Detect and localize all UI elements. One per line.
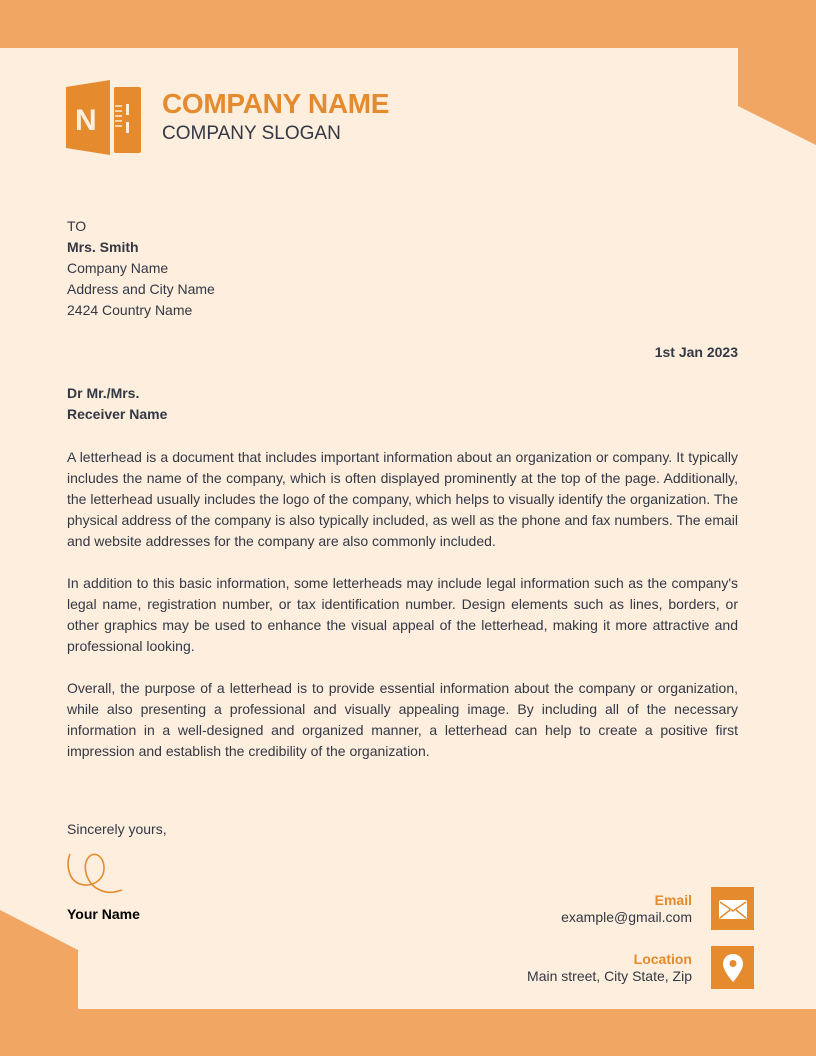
email-label: Email bbox=[654, 891, 692, 908]
location-label: Location bbox=[633, 950, 692, 967]
signature-icon bbox=[66, 850, 126, 896]
svg-text:N: N bbox=[75, 104, 97, 137]
paragraph: Overall, the purpose of a letterhead is to provide essential information about the company or organization, while also presenting a professional and visually appealing image. By including all of the necessary information in a well-designed and organized manner, a letterhead can help to create a positive first impression and establish the credibility of the organization. bbox=[67, 680, 738, 759]
recipient-country: 2424 Country Name bbox=[67, 302, 193, 318]
letter-body bbox=[67, 447, 738, 783]
closing-text: Sincerely yours, bbox=[67, 821, 167, 837]
recipient-name: Mrs. Smith bbox=[67, 239, 139, 255]
greeting bbox=[67, 383, 167, 425]
envelope-icon bbox=[711, 887, 754, 930]
sender-name: Your Name bbox=[67, 906, 140, 922]
map-pin-icon bbox=[711, 946, 754, 989]
greeting-line-2: Receiver Name bbox=[67, 406, 168, 422]
paragraph: A letterhead is a document that includes important information about an organization or company. It typically includes the name of the company, which is often displayed prominently at the top of the page. Additionally, the letterhead usually includes the logo of the company, which helps to visually identify the organization. The physical address of the company is also typically included, as well as the phone and fax numbers. The email and website addresses for the company are also commonly included. bbox=[67, 449, 738, 549]
company-name: COMPANY NAME bbox=[162, 88, 390, 119]
to-label: TO bbox=[67, 218, 87, 234]
letter-date: 1st Jan 2023 bbox=[654, 344, 738, 360]
recipient-block bbox=[67, 216, 215, 321]
company-logo-icon bbox=[66, 80, 144, 156]
recipient-company: Company Name bbox=[67, 260, 169, 276]
company-slogan: COMPANY SLOGAN bbox=[162, 123, 341, 144]
paragraph: In addition to this basic information, some letterheads may include legal information such as the company's legal name, registration number, or tax identification number. Design elements such as lines, borders, or other graphics may be used to enhance the visual appeal of the letterhead, making it more attractive and professional looking. bbox=[67, 575, 738, 654]
email-value[interactable]: example@gmail.com bbox=[561, 908, 692, 925]
greeting-line-1: Dr Mr./Mrs. bbox=[67, 385, 140, 401]
contact-email bbox=[561, 887, 754, 930]
location-value: Main street, City State, Zip bbox=[527, 967, 692, 984]
recipient-address: Address and City Name bbox=[67, 281, 215, 297]
contact-location bbox=[527, 946, 754, 989]
